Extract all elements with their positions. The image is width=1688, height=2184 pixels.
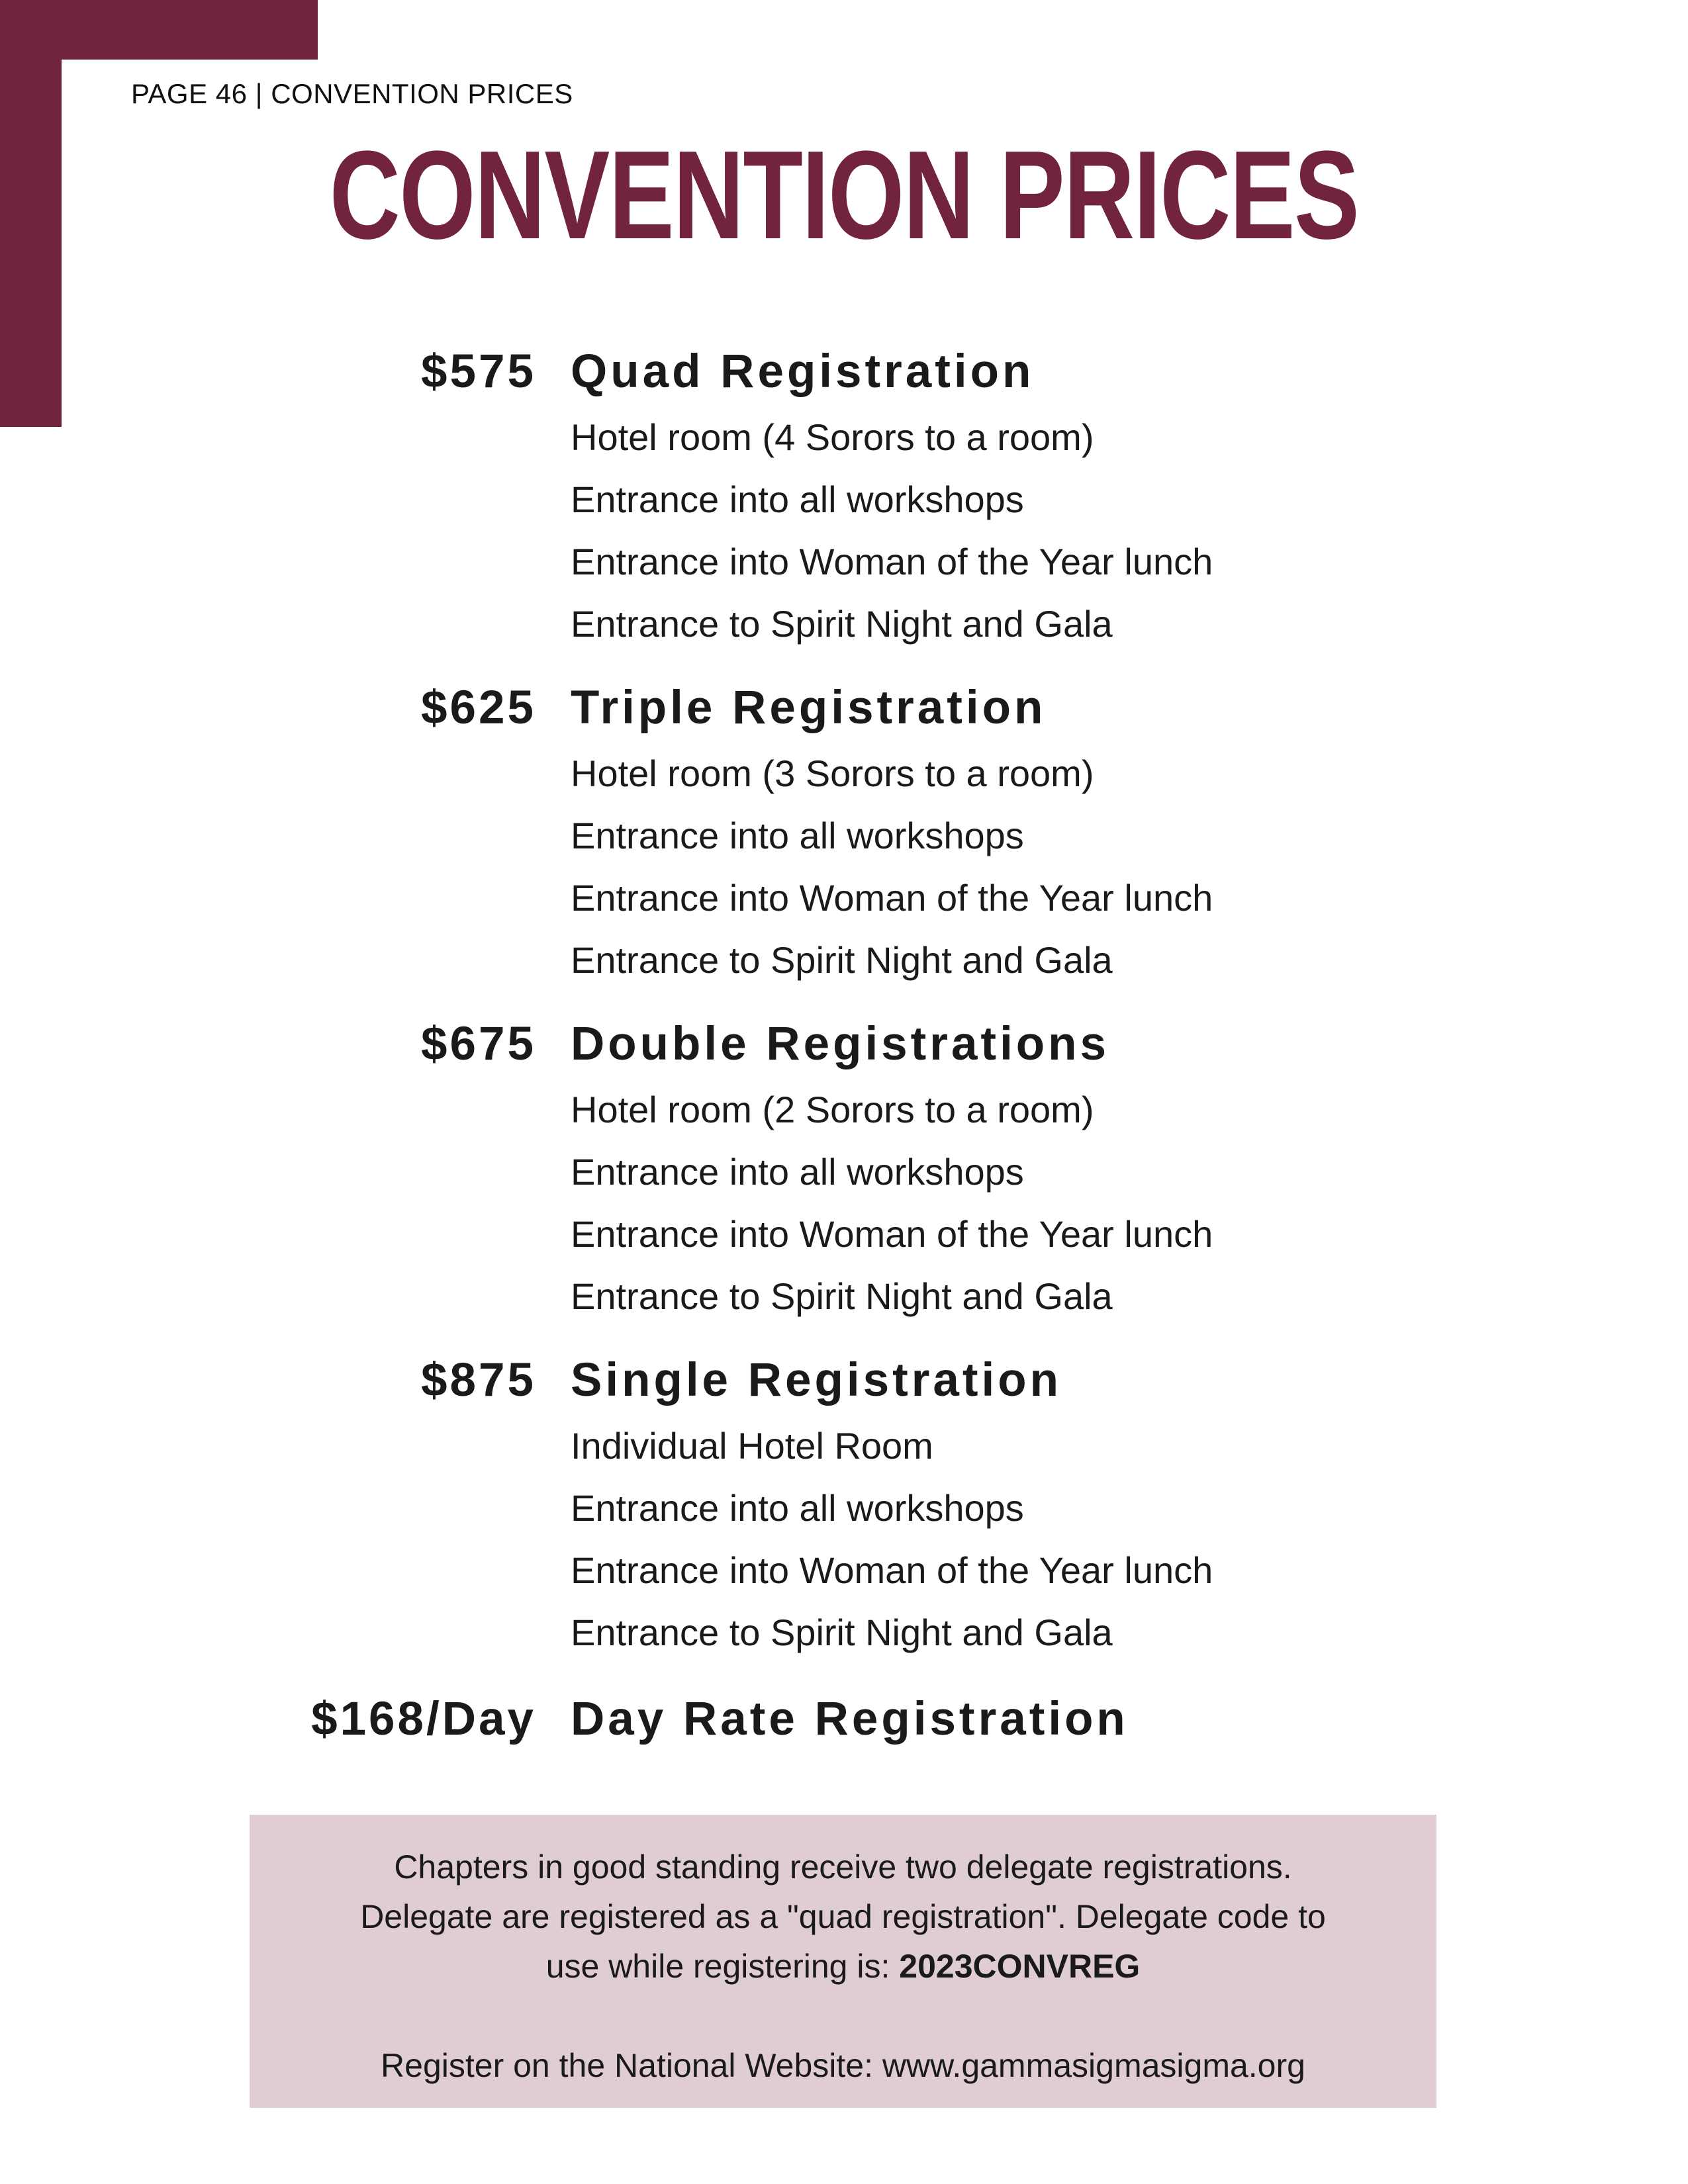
info-line: Delegate are registered as a "quad registration". Delegate code to	[360, 1898, 1326, 1935]
package-title: Day Rate Registration	[571, 1693, 1129, 1745]
delegate-code: 2023CONVREG	[899, 1948, 1141, 1985]
inclusion-item: Entrance to Spirit Night and Gala	[571, 1612, 1113, 1653]
inclusion-item: Entrance into Woman of the Year lunch	[571, 1549, 1213, 1591]
page-title: CONVENTION PRICES	[329, 125, 1359, 265]
info-line	[250, 1942, 1436, 1991]
register-website-line: Register on the National Website: www.gammasigmasigma.org	[381, 2047, 1305, 2084]
inclusion-item: Hotel room (2 Sorors to a room)	[571, 1089, 1094, 1130]
info-line-prefix: use while registering is:	[545, 1948, 900, 1985]
package-price: $575	[421, 345, 536, 398]
inclusion-item: Hotel room (4 Sorors to a room)	[571, 416, 1094, 458]
page-label: PAGE 46 | CONVENTION PRICES	[131, 78, 573, 109]
inclusion-item: Entrance into Woman of the Year lunch	[571, 877, 1213, 919]
package-price: $675	[421, 1018, 536, 1070]
inclusion-item: Hotel room (3 Sorors to a room)	[571, 752, 1094, 794]
inclusion-item: Entrance into all workshops	[571, 478, 1024, 520]
inclusion-item: Individual Hotel Room	[571, 1425, 933, 1467]
inclusion-item: Entrance into all workshops	[571, 815, 1024, 856]
package-price: $168/Day	[311, 1693, 536, 1745]
package-inclusions	[571, 743, 1213, 991]
inclusion-item: Entrance into Woman of the Year lunch	[571, 1213, 1213, 1255]
package-title: Single Registration	[571, 1354, 1062, 1406]
package-inclusions	[571, 1415, 1213, 1664]
inclusion-item: Entrance to Spirit Night and Gala	[571, 603, 1113, 645]
package-inclusions	[571, 406, 1213, 655]
package-inclusions	[571, 1079, 1213, 1328]
delegate-info-box	[250, 1815, 1436, 2108]
inclusion-item: Entrance into Woman of the Year lunch	[571, 541, 1213, 582]
inclusion-item: Entrance to Spirit Night and Gala	[571, 1275, 1113, 1317]
package-title: Quad Registration	[571, 345, 1035, 398]
inclusion-item: Entrance into all workshops	[571, 1487, 1024, 1529]
inclusion-item: Entrance to Spirit Night and Gala	[571, 939, 1113, 981]
package-title: Double Registrations	[571, 1018, 1110, 1070]
corner-accent-side	[0, 0, 62, 427]
inclusion-item: Entrance into all workshops	[571, 1151, 1024, 1193]
package-title: Triple Registration	[571, 682, 1047, 734]
package-price: $625	[421, 682, 536, 734]
info-line: Chapters in good standing receive two delegate registrations.	[394, 1848, 1292, 1886]
package-price: $875	[421, 1354, 536, 1406]
